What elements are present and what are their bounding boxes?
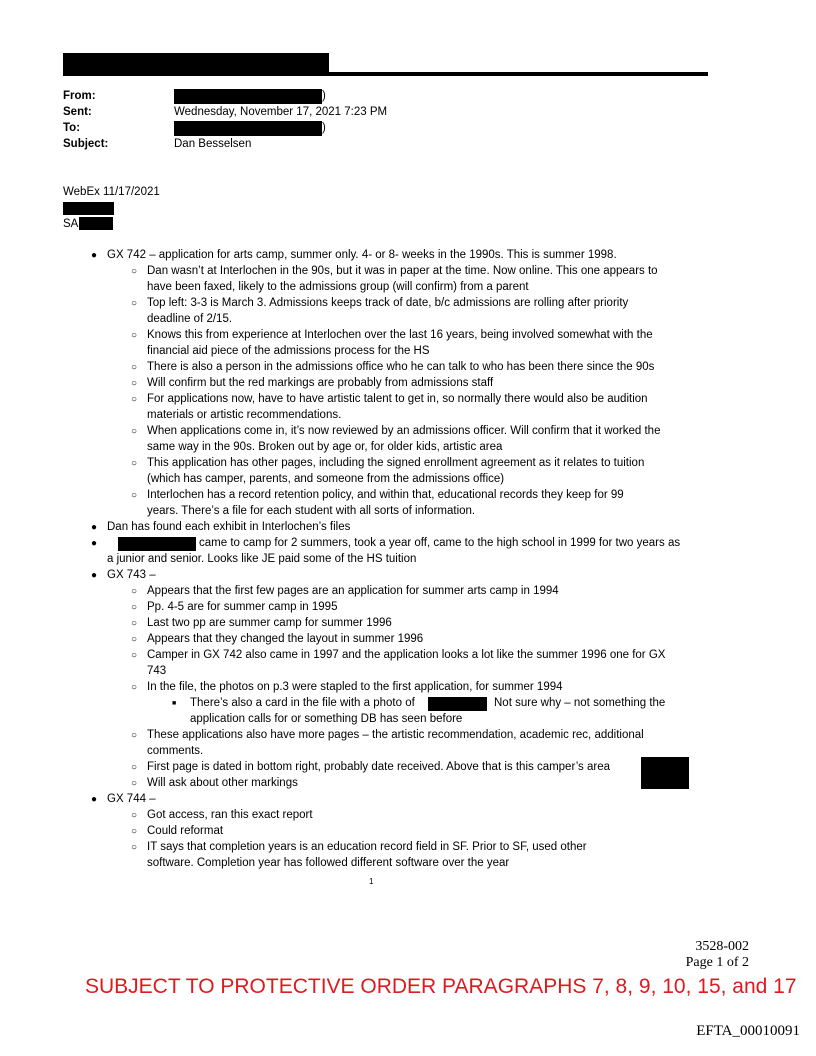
bullet-icon: ● (91, 794, 98, 805)
to-redaction (174, 121, 322, 136)
protective-order-notice: SUBJECT TO PROTECTIVE ORDER PARAGRAPHS 7, 8, 9, 10, 15, and 17 (85, 975, 797, 998)
header-redaction (63, 53, 329, 73)
from-label: From: (63, 90, 96, 102)
gx742-sub-1b: have been faxed, likely to the admissions group (will confirm) from a parent (147, 281, 529, 293)
circle-bullet-icon: ○ (131, 458, 138, 469)
circle-bullet-icon: ○ (131, 426, 138, 437)
gx742-sub-3a: Knows this from experience at Interlochen over the last 16 years, being involved somewhat with the (147, 329, 653, 341)
from-redaction (174, 89, 322, 104)
gx742-sub-4: There is also a person in the admissions office who he can talk to who has been there since the 90s (147, 361, 655, 373)
page-of: Page 1 of 2 (685, 955, 749, 970)
efta-id: EFTA_00010091 (696, 1023, 800, 1039)
circle-bullet-icon: ○ (131, 650, 138, 661)
gx743-sub-6: In the file, the photos on p.3 were stapled to the first application, for summer 1994 (147, 681, 563, 693)
to-suffix: ) (322, 122, 326, 134)
header-rule (63, 72, 708, 76)
gx744-line: GX 744 – (107, 793, 156, 805)
camper-area-redaction (641, 757, 689, 789)
square-bullet-icon: ■ (172, 700, 177, 707)
webex-line: WebEx 11/17/2021 (63, 186, 160, 198)
doc-code: 3528-002 (695, 939, 749, 954)
gx744-sub-3b: software. Completion year has followed different software over the year (147, 857, 510, 869)
subject-label: Subject: (63, 138, 109, 150)
gx742-sub-3b: financial aid piece of the admissions process for the HS (147, 345, 430, 357)
circle-bullet-icon: ○ (131, 586, 138, 597)
gx742-line: GX 742 – application for arts camp, summer only. 4- or 8- weeks in the 1990s. This is summer 1998. (107, 249, 617, 261)
to-label: To: (63, 122, 81, 134)
gx742-sub-8b: (which has camper, parents, and someone from the admissions office) (147, 473, 505, 485)
circle-bullet-icon: ○ (131, 810, 138, 821)
circle-bullet-icon: ○ (131, 490, 138, 501)
sa-redaction (79, 217, 113, 230)
circle-bullet-icon: ○ (131, 618, 138, 629)
gx743-subsub-a: There’s also a card in the file with a photo of (190, 697, 415, 709)
circle-bullet-icon: ○ (131, 730, 138, 741)
gx742-sub-2a: Top left: 3-3 is March 3. Admissions keeps track of date, b/c admissions are rolling after priority (147, 297, 629, 309)
gx744-sub-1: Got access, ran this exact report (147, 809, 313, 821)
circle-bullet-icon: ○ (131, 826, 138, 837)
attendee-redaction (63, 202, 114, 215)
gx742-sub-7a: When applications come in, it’s now reviewed by an admissions officer. Will confirm that it worked the (147, 425, 661, 437)
camper-name-redaction (118, 537, 196, 551)
gx743-line: GX 743 – (107, 569, 156, 581)
gx743-sub-4: Appears that they changed the layout in summer 1996 (147, 633, 424, 645)
circle-bullet-icon: ○ (131, 634, 138, 645)
bullet-icon: ● (91, 250, 98, 261)
gx742-sub-8a: This application has other pages, including the signed enrollment agreement as it relates to tuition (147, 457, 645, 469)
circle-bullet-icon: ○ (131, 330, 138, 341)
circle-bullet-icon: ○ (131, 842, 138, 853)
photo-subject-redaction (428, 697, 487, 711)
bullet-icon: ● (91, 522, 98, 533)
gx742-sub-1a: Dan wasn’t at Interlochen in the 90s, but it was in paper at the time. Now online. This one appears to (147, 265, 658, 277)
circle-bullet-icon: ○ (131, 762, 138, 773)
gx743-sub-5a: Camper in GX 742 also came in 1997 and the application looks a lot like the summer 1996 one for GX (147, 649, 666, 661)
from-suffix: ) (322, 90, 326, 102)
gx743-sub-7a: These applications also have more pages – the artistic recommendation, academic rec, additional (147, 729, 644, 741)
gx743-sub-1: Appears that the first few pages are an application for summer arts camp in 1994 (147, 585, 559, 597)
gx742-sub-7b: same way in the 90s. Broken out by age or, for older kids, artistic area (147, 441, 503, 453)
page-number: 1 (369, 877, 374, 886)
camp-line-1: came to camp for 2 summers, took a year off, came to the high school in 1999 for two years as (199, 537, 681, 549)
circle-bullet-icon: ○ (131, 298, 138, 309)
dan-found-line: Dan has found each exhibit in Interlochen’s files (107, 521, 351, 533)
gx743-subsub-line2: application calls for or something DB has seen before (190, 713, 463, 725)
gx744-sub-3a: IT says that completion years is an education record field in SF. Prior to SF, used other (147, 841, 587, 853)
gx742-sub-5: Will confirm but the red markings are probably from admissions staff (147, 377, 494, 389)
circle-bullet-icon: ○ (131, 362, 138, 373)
gx743-sub-5b: 743 (147, 665, 167, 677)
subject-value: Dan Besselsen (174, 138, 252, 150)
sent-value: Wednesday, November 17, 2021 7:23 PM (174, 106, 388, 118)
bullet-icon: ● (91, 570, 98, 581)
circle-bullet-icon: ○ (131, 778, 138, 789)
gx743-sub-7b: comments. (147, 745, 204, 757)
gx743-sub-8: First page is dated in bottom right, probably date received. Above that is this camper’s area (147, 761, 611, 773)
gx742-sub-6b: materials or artistic recommendations. (147, 409, 342, 421)
gx742-sub-9a: Interlochen has a record retention policy, and within that, educational records they keep for 99 (147, 489, 624, 501)
gx742-sub-9b: years. There’s a file for each student with all sorts of information. (147, 505, 476, 517)
gx742-sub-6a: For applications now, have to have artistic talent to get in, so normally there would also be audition (147, 393, 648, 405)
gx743-sub-3: Last two pp are summer camp for summer 1996 (147, 617, 392, 629)
gx743-sub-9: Will ask about other markings (147, 777, 298, 789)
gx743-sub-2: Pp. 4-5 are for summer camp in 1995 (147, 601, 338, 613)
gx743-subsub-b: Not sure why – not something the (494, 697, 666, 709)
gx744-sub-2: Could reformat (147, 825, 224, 837)
sent-label: Sent: (63, 106, 92, 118)
gx742-sub-2b: deadline of 2/15. (147, 313, 233, 325)
circle-bullet-icon: ○ (131, 394, 138, 405)
circle-bullet-icon: ○ (131, 378, 138, 389)
circle-bullet-icon: ○ (131, 682, 138, 693)
camp-line-2: a junior and senior. Looks like JE paid some of the HS tuition (107, 553, 417, 565)
bullet-icon: ● (91, 538, 98, 549)
circle-bullet-icon: ○ (131, 602, 138, 613)
sa-label: SA (63, 218, 79, 230)
circle-bullet-icon: ○ (131, 266, 138, 277)
